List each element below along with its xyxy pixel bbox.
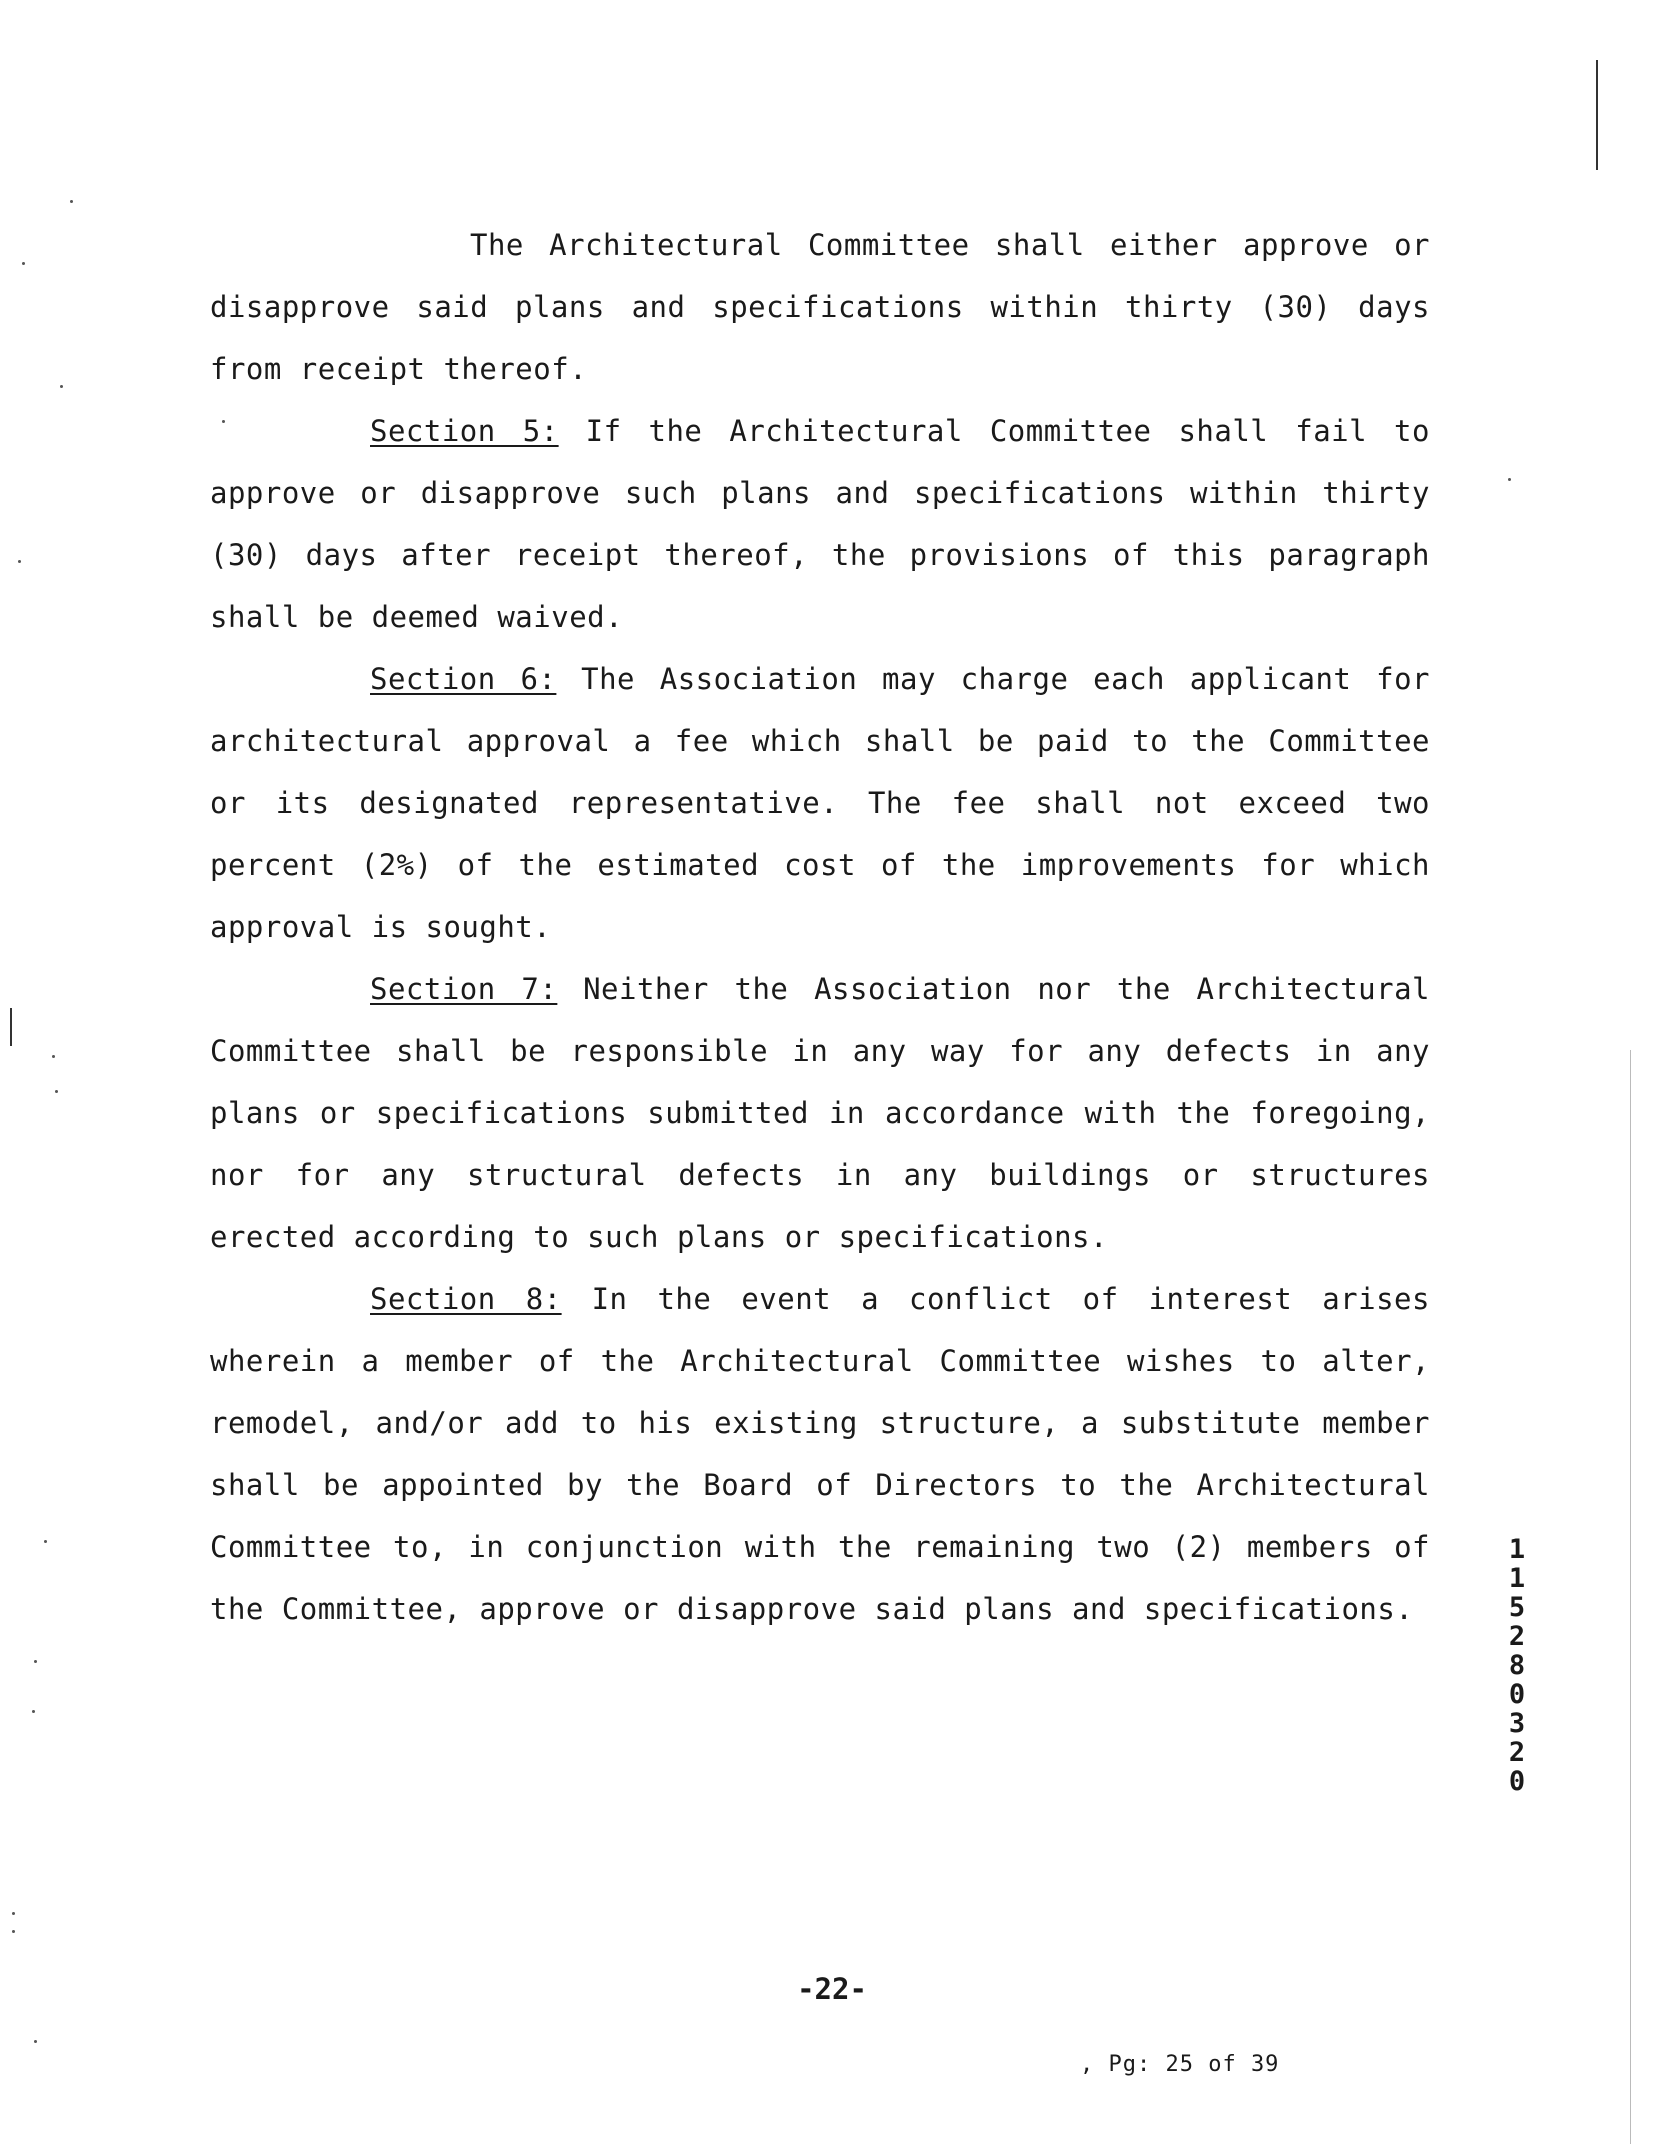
paragraph-text: If the Architectural Committee shall fail to approve or disapprove such plans and specifications within thirty (30) days after receipt thereof, the provisions of this paragraph shall be deemed waived. [210,414,1430,634]
page-count: , Pg: 25 of 39 [1080,2052,1280,2077]
page-number: -22- [797,1972,867,2006]
paragraph-text: The Association may charge each applicant for architectural approval a fee which shall be paid to the Committee or its designated representative. The fee shall not exceed two percent (2%) of the estimated cost of the improvements for which approval is sought. [210,662,1430,944]
scan-speck [32,1710,35,1713]
scan-speck [55,1090,58,1093]
paragraph-text: Neither the Association nor the Architectural Committee shall be responsible in any way for any defects in any plans or specifications submitted in accordance with the foregoing, nor for any structural defects in any buildings or structures erected according to such plans or specifications. [210,972,1430,1254]
paragraph-text: In the event a conflict of interest arises wherein a member of the Architectural Committee wishes to alter, remodel, and/or add to his existing structure, a substitute member shall be appointed by the Board of Directors to the Architectural Committee to, in conjunction with the remaining two (2) members of the Committee, approve or disapprove said plans and specifications. [210,1282,1430,1626]
section-7-label: Section 7: [370,972,558,1006]
scan-speck [44,1540,47,1543]
section-6-label: Section 6: [370,662,557,696]
paragraph-section-6 [210,648,1430,958]
paragraph-section-5 [210,400,1430,648]
paragraph-section-8 [210,1268,1430,1640]
scan-speck [34,1660,37,1663]
margin-rule-right [1596,60,1598,170]
scan-speck [22,262,25,265]
scan-speck [34,2040,37,2043]
scan-speck [1508,478,1511,481]
section-8-label: Section 8: [370,1282,562,1316]
scan-speck [70,200,73,203]
scan-speck [52,1055,55,1058]
section-5-label: Section 5: [370,414,559,448]
document-body [210,214,1430,1640]
document-stamp-number: 11528 0320 [1508,1534,1526,1797]
paragraph-intro [210,214,1430,400]
margin-rule-left [10,1008,12,1046]
paragraph-text: The Architectural Committee shall either approve or disapprove said plans and specifications within thirty (30) days from receipt thereof. [210,228,1430,386]
scan-speck [12,1912,15,1915]
scan-speck [60,385,63,388]
scan-speck [18,560,21,563]
paragraph-section-7 [210,958,1430,1268]
scan-speck [12,1930,15,1933]
